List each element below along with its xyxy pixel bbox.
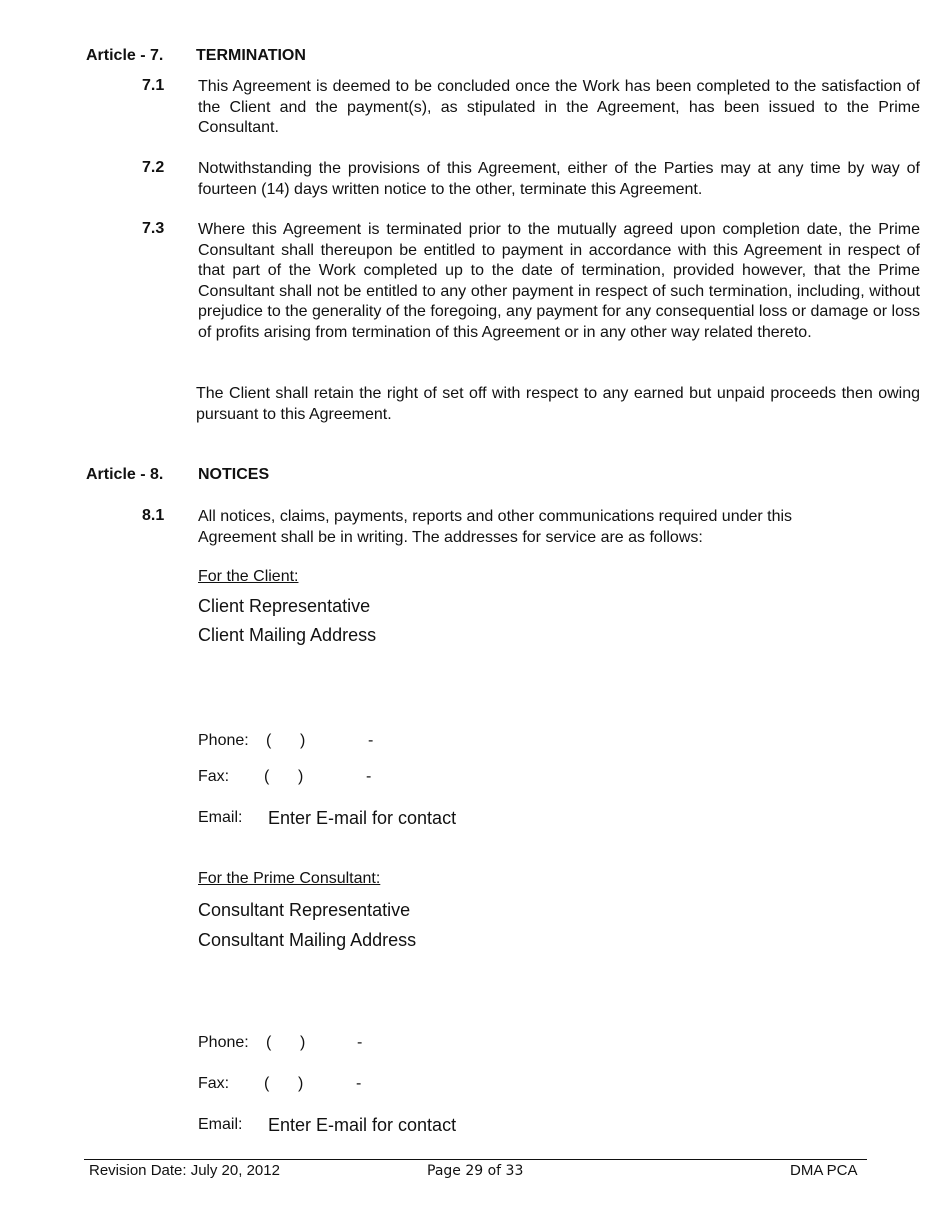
- consultant-representative[interactable]: Consultant Representative: [198, 900, 411, 920]
- client-email-label: Email:: [198, 809, 243, 826]
- client-fax-area-close[interactable]: ): [298, 768, 304, 785]
- consultant-fax-dash[interactable]: -: [356, 1075, 362, 1092]
- consultant-phone-area-close[interactable]: ): [300, 1034, 306, 1051]
- clause-7-3-text: Where this Agreement is terminated prior to the mutually agreed upon completion date, the Prime Consultant shall thereupon be entitled to payment in accordance with this Agreement in respect of that part of the Work completed up to the date of termination, provided however, that the Prime Consultant shall not be entitled to any other payment in respect of such termination, including, without prejudice to the generality of the foregoing, any payment for any consequential loss or damage or loss of profits arising from termination of this Agreement or in any other way related thereto.: [198, 221, 920, 341]
- client-phone-area-open[interactable]: (: [266, 732, 272, 749]
- clause-8-1-number: 8.1: [142, 507, 165, 524]
- consultant-mailing-address[interactable]: Consultant Mailing Address: [198, 930, 417, 950]
- clause-7-3-number: 7.3: [142, 220, 165, 237]
- client-fax-label: Fax:: [198, 768, 230, 785]
- article-8-label: Article - 8.: [86, 466, 164, 483]
- consultant-fax-area-close[interactable]: ): [298, 1075, 304, 1092]
- consultant-phone-label: Phone:: [198, 1034, 249, 1051]
- client-email-field[interactable]: Enter E-mail for contact: [268, 808, 457, 828]
- footer-rule: [84, 1159, 867, 1160]
- clause-7-1-number: 7.1: [142, 77, 165, 94]
- clause-7-2-number: 7.2: [142, 159, 165, 176]
- setoff-paragraph: The Client shall retain the right of set off with respect to any earned but unpaid proceeds then owing pursuant to this Agreement.: [196, 385, 920, 423]
- consultant-email-label: Email:: [198, 1116, 243, 1133]
- article-7-label: Article - 7.: [86, 47, 164, 64]
- client-phone-area-close[interactable]: ): [300, 732, 306, 749]
- consultant-fax-label: Fax:: [198, 1075, 230, 1092]
- consultant-fax-area-open[interactable]: (: [264, 1075, 270, 1092]
- client-phone-label: Phone:: [198, 732, 249, 749]
- footer-document-id: DMA PCA: [790, 1162, 858, 1179]
- article-7-title: TERMINATION: [196, 47, 306, 64]
- client-fax-dash[interactable]: -: [366, 768, 372, 785]
- client-fax-area-open[interactable]: (: [264, 768, 270, 785]
- client-phone-dash[interactable]: -: [368, 732, 374, 749]
- consultant-phone-area-open[interactable]: (: [266, 1034, 272, 1051]
- client-representative[interactable]: Client Representative: [198, 596, 371, 616]
- clause-7-2-text: Notwithstanding the provisions of this Agreement, either of the Parties may at any time by way of fourteen (14) days written notice to the other, terminate this Agreement.: [198, 160, 920, 198]
- footer-page-number: Page 29 of 33: [427, 1163, 524, 1179]
- clause-7-1-text: This Agreement is deemed to be concluded once the Work has been completed to the satisfaction of the Client and the payment(s), as stipulated in the Agreement, has been issued to the Prime Consultant.: [198, 78, 920, 136]
- client-mailing-address[interactable]: Client Mailing Address: [198, 625, 377, 645]
- clause-8-1-text: All notices, claims, payments, reports and other communications required under this Agreement shall be in writing. The addresses for service are as follows:: [198, 508, 793, 546]
- consultant-email-field[interactable]: Enter E-mail for contact: [268, 1115, 457, 1135]
- consultant-heading: For the Prime Consultant:: [198, 870, 381, 887]
- client-heading: For the Client:: [198, 568, 299, 585]
- article-8-title: NOTICES: [198, 466, 270, 483]
- consultant-phone-dash[interactable]: -: [357, 1034, 363, 1051]
- footer-revision-date: Revision Date: July 20, 2012: [89, 1162, 280, 1179]
